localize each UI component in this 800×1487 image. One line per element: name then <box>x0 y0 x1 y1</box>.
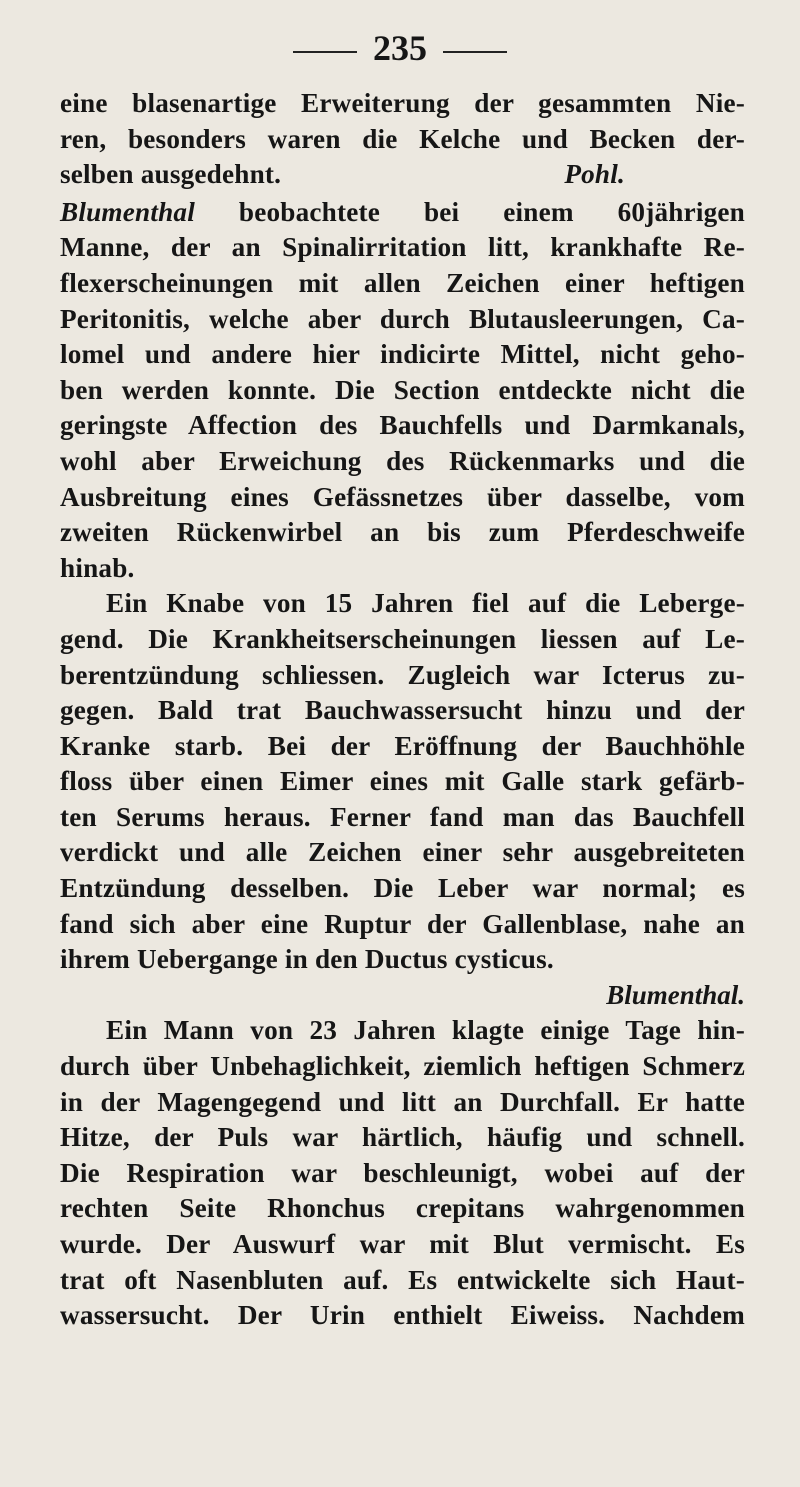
text-line: hinab. <box>60 552 135 583</box>
text-line-content: selben ausgedehnt. <box>60 159 282 190</box>
text-line: Kranke starb. Bei der Eröffnung der Bauchhöhle <box>60 730 745 761</box>
text-line <box>60 157 745 193</box>
text-line: berentzündung schliessen. Zugleich war Icterus zu- <box>60 659 745 690</box>
text-line: verdickt und alle Zeichen einer sehr ausgebreiteten <box>60 837 745 868</box>
text-line: wohl aber Erweichung des Rückenmarks und die <box>60 445 745 476</box>
text-line: durch über Unbehaglichkeit, ziemlich heftigen Schmerz <box>60 1051 745 1082</box>
paragraph-pohl <box>60 86 745 193</box>
text-line: fand sich aber eine Ruptur der Gallenblase, nahe an <box>60 908 745 939</box>
text-line: Manne, der an Spinalirritation litt, krankhafte Re- <box>60 232 745 263</box>
text-line: Entzündung desselben. Die Leber war normal; es <box>60 873 745 904</box>
page-header <box>0 28 800 68</box>
text-line: ren, besonders waren die Kelche und Becken der- <box>60 123 745 154</box>
header-rule-right <box>443 51 507 53</box>
text-line: zweiten Rückenwirbel an bis zum Pferdeschweife <box>60 517 745 548</box>
text-line <box>60 1013 745 1049</box>
text-line: trat oft Nasenbluten auf. Es entwickelte sich Haut- <box>60 1264 745 1295</box>
text-line: Ausbreitung eines Gefässnetzes über dasselbe, vom <box>60 481 745 512</box>
text-line-content: Ein Knabe von 15 Jahren fiel auf die Leberge- <box>106 588 745 619</box>
author-signature-pohl: Pohl. <box>564 159 625 190</box>
text-line: flexerscheinungen mit allen Zeichen einer heftigen <box>60 267 745 298</box>
author-signature-blumenthal: Blumenthal. <box>606 979 745 1010</box>
text-line: ihrem Uebergange in den Ductus cysticus. <box>60 944 554 975</box>
text-line <box>60 586 745 622</box>
text-line: lomel und andere hier indicirte Mittel, nicht geho- <box>60 339 745 370</box>
paragraph-blumenthal-1 <box>60 195 745 587</box>
text-line: Die Respiration war beschleunigt, wobei auf der <box>60 1157 745 1188</box>
author-name-lead: Blumenthal <box>60 196 195 227</box>
text-line: wurde. Der Auswurf war mit Blut vermischt. Es <box>60 1229 745 1259</box>
text-line <box>60 195 745 231</box>
header-rule-left <box>293 51 357 53</box>
body-text <box>60 86 745 1334</box>
text-line: Peritonitis, welche aber durch Blutausleerungen, Ca- <box>60 303 745 334</box>
text-line: wassersucht. Der Urin enthielt Eiweiss. Nachdem <box>60 1300 745 1331</box>
text-line-content: beobachtete bei einem 60jährigen <box>238 196 745 227</box>
text-line: rechten Seite Rhonchus crepitans wahrgenommen <box>60 1193 745 1224</box>
text-line: Hitze, der Puls war härtlich, häufig und schnell. <box>60 1122 745 1153</box>
text-line: floss über einen Eimer eines mit Galle stark gefärb- <box>60 766 745 797</box>
text-line: gend. Die Krankheitserscheinungen liessen auf Le- <box>60 623 745 654</box>
page-number: 235 <box>373 28 427 68</box>
text-line: ten Serums heraus. Ferner fand man das Bauchfell <box>60 801 745 832</box>
paragraph-knabe <box>60 586 745 978</box>
text-line: geringste Affection des Bauchfells und Darmkanals, <box>60 410 745 441</box>
text-line: ben werden konnte. Die Section entdeckte nicht die <box>60 374 745 405</box>
paragraph-mann <box>60 1013 745 1333</box>
text-line: in der Magengegend und litt an Durchfall. Er hatte <box>60 1086 745 1117</box>
text-line-content: Ein Mann von 23 Jahren klagte einige Tage hin- <box>106 1015 745 1046</box>
text-line: eine blasenartige Erweiterung der gesammten Nie- <box>60 88 745 118</box>
text-line: gegen. Bald trat Bauchwassersucht hinzu und der <box>60 695 745 726</box>
